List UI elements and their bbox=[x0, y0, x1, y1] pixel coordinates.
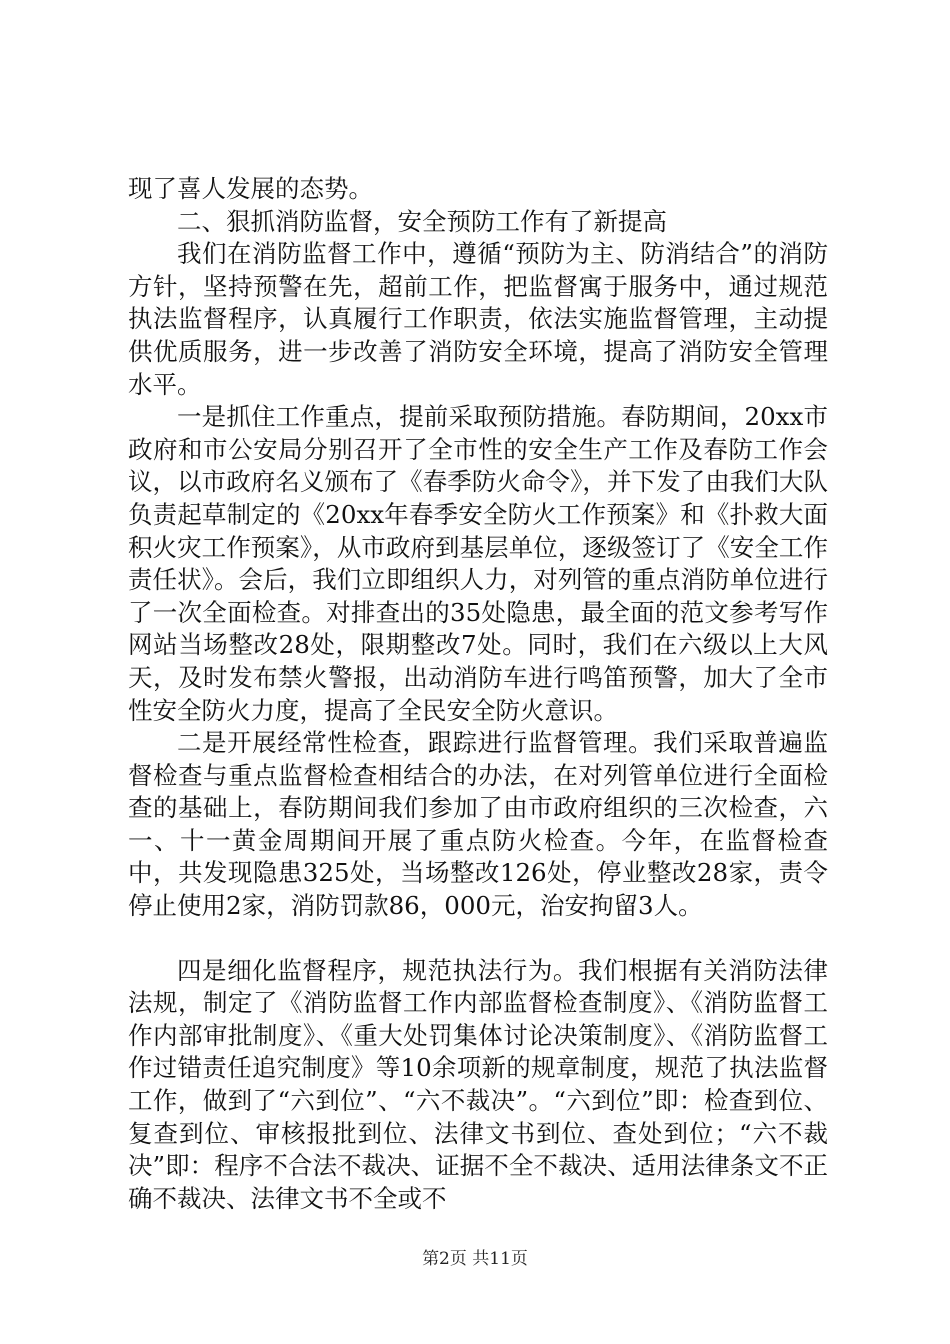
paragraph-point-four: 四是细化监督程序，规范执法行为。我们根据有关消防法律法规，制定了《消防监督工作内部监督检查制度》、《消防监督工作内部审批制度》、《重大处罚集体讨论决策制度》、《消防监督工作过错责任追究制度》等10余项新的规章制度，规范了执法监督工作，做到了“六到位”、“六不裁决”。“六到位”即：检查到位、复查到位、审核报批到位、法律文书到位、查处到位；“六不裁决”即：程序不合法不裁决、证据不全不裁决、适用法律条文不正确不裁决、法律文书不全或不 bbox=[128, 955, 828, 1213]
page-number-footer: 第2页 共11页 bbox=[422, 1249, 528, 1269]
paragraph-continuation: 现了喜人发展的态势。 bbox=[128, 174, 373, 203]
paragraph-point-one: 一是抓住工作重点，提前采取预防措施。春防期间，20xx市政府和市公安局分别召开了全市性的安全生产工作及春防工作会议，以市政府名义颁布了《春季防火命令》，并下发了由我们大队负责起草制定的《20xx年春季安全防火工作预案》和《扑救大面积火灾工作预案》，从市政府到基层单位，逐级签订了《安全工作责任状》。会后，我们立即组织人力，对列管的重点消防单位进行了一次全面检查。对排查出的35处隐患，最全面的范文参考写作网站当场整改28处，限期整改7处。同时，我们在六级以上大风天，及时发布禁火警报，出动消防车进行鸣笛预警，加大了全市性安全防火力度，提高了全民安全防火意识。 bbox=[128, 402, 828, 725]
paragraph-intro: 我们在消防监督工作中，遵循“预防为主、防消结合”的消防方针，坚持预警在先，超前工作，把监督寓于服务中，通过规范执法监督程序，认真履行工作职责，依法实施监督管理，主动提供优质服务，进一步改善了消防安全环境，提高了消防安全管理水平。 bbox=[128, 239, 828, 399]
document-body bbox=[128, 173, 828, 1215]
paragraph-point-two: 二是开展经常性检查，跟踪进行监督管理。我们采取普遍监督检查与重点监督检查相结合的办法，在对列管单位进行全面检查的基础上，春防期间我们参加了由市政府组织的三次检查，六一、十一黄金周期间开展了重点防火检查。今年，在监督检查中，共发现隐患325处，当场整改126处，停业整改28家，责令停止使用2家，消防罚款86，000元，治安拘留3人。 bbox=[128, 728, 828, 921]
section-heading: 二、狠抓消防监督，安全预防工作有了新提高 bbox=[177, 206, 667, 236]
